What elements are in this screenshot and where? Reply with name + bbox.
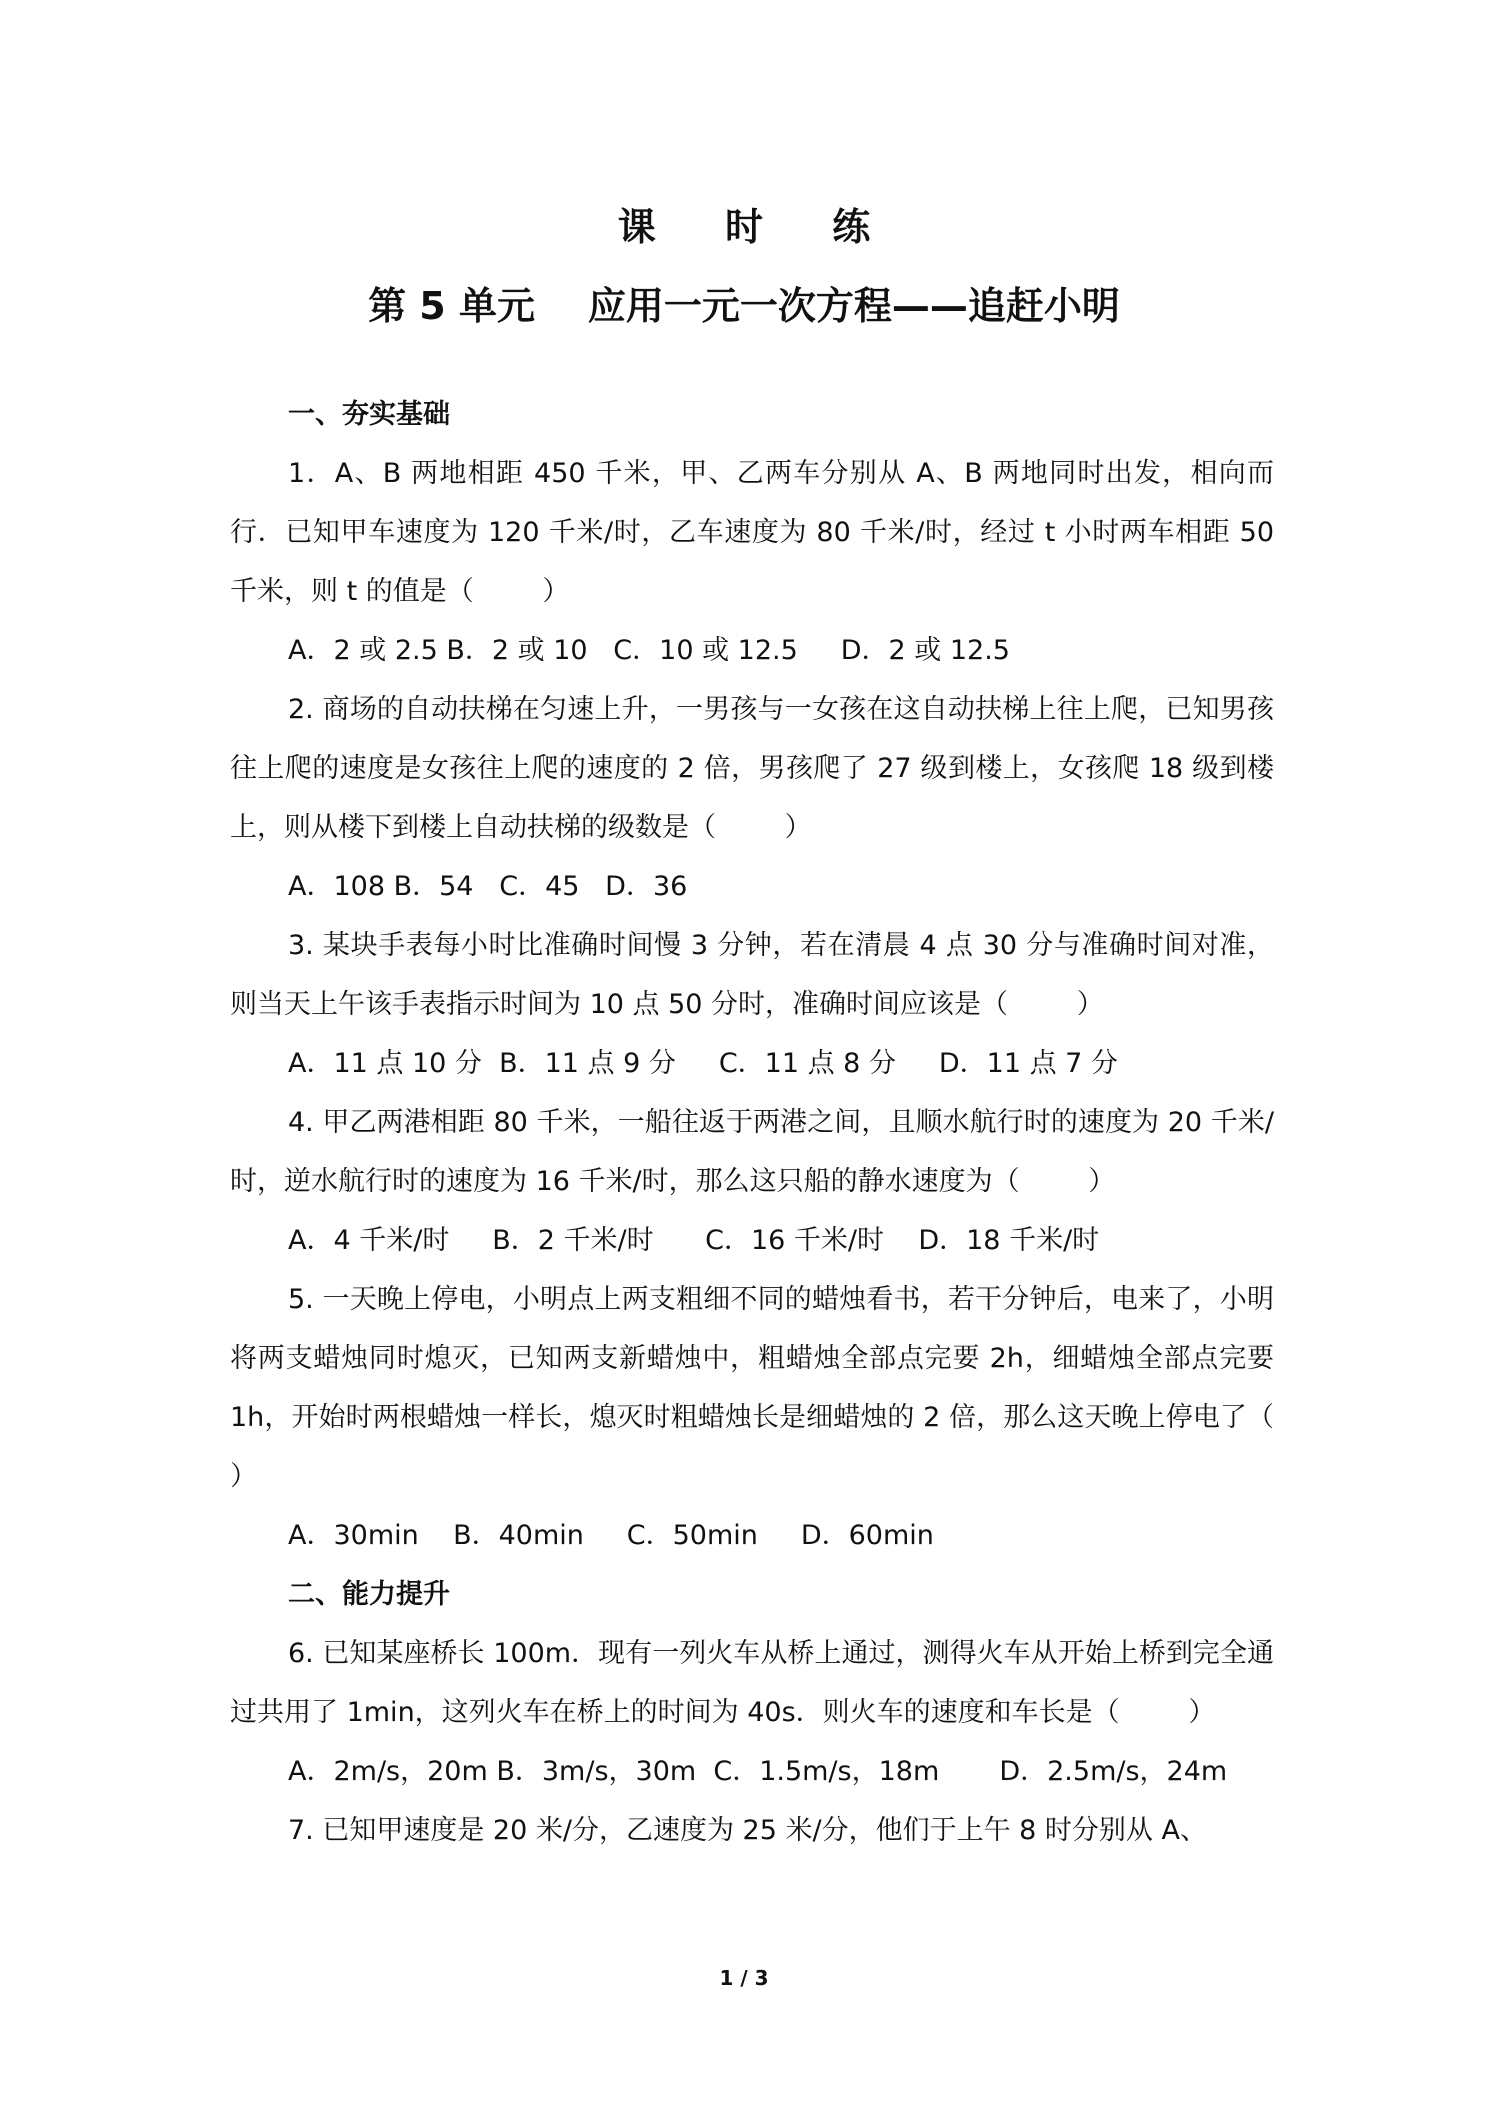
page-number: 1 / 3 <box>719 1966 769 1990</box>
question-1-options: A．2 或 2.5 B．2 或 10 C．10 或 12.5 D．2 或 12.5 <box>288 635 1010 666</box>
question-6-options: A．2m/s，20m B．3m/s，30m C．1.5m/s，18m D．2.5m/s，24m <box>288 1756 1228 1787</box>
section-heading-basics: 一、夯实基础 <box>288 399 450 430</box>
document-body <box>230 385 1343 1860</box>
question-7: 7. 已知甲速度是 20 米/分，乙速度为 25 米/分，他们于上午 8 时分别从 A、 <box>288 1815 1207 1846</box>
document-title: 课 时 练 <box>617 205 899 249</box>
question-2: 2. 商场的自动扶梯在匀速上升，一男孩与一女孩在这自动扶梯上往上爬，已知男孩往上爬的速度是女孩往上爬的速度的 2 倍，男孩爬了 27 级到楼上，女孩爬 18 级到楼上，则从楼下到楼上自动扶梯的级数是（ ） <box>230 694 1274 843</box>
question-2-options: A．108 B．54 C．45 D．36 <box>288 871 688 902</box>
question-3: 3. 某块手表每小时比准确时间慢 3 分钟，若在清晨 4 点 30 分与准确时间对准，则当天上午该手表指示时间为 10 点 50 分时，准确时间应该是（ ） <box>230 930 1274 1020</box>
question-3-options: A．11 点 10 分 B．11 点 9 分 C．11 点 8 分 D．11 点 7 分 <box>288 1048 1118 1079</box>
question-1: 1．A、B 两地相距 450 千米，甲、乙两车分别从 A、B 两地同时出发，相向而行．已知甲车速度为 120 千米/时，乙车速度为 80 千米/时，经过 t 小时两车相距 50 千米，则 t 的值是（ ） <box>230 458 1283 607</box>
question-5: 5. 一天晚上停电，小明点上两支粗细不同的蜡烛看书，若干分钟后，电来了，小明将两支蜡烛同时熄灭，已知两支新蜡烛中，粗蜡烛全部点完要 2h，细蜡烛全部点完要 1h，开始时两根蜡烛一样长，熄灭时粗蜡烛长是细蜡烛的 2 倍，那么这天晚上停电了（ ） <box>230 1284 1343 1492</box>
question-6: 6. 已知某座桥长 100m．现有一列火车从桥上通过，测得火车从开始上桥到完全通过共用了 1min，这列火车在桥上的时间为 40s．则火车的速度和车长是（ ） <box>230 1638 1274 1728</box>
question-4-options: A．4 千米/时 B．2 千米/时 C．16 千米/时 D．18 千米/时 <box>288 1225 1100 1256</box>
question-4: 4. 甲乙两港相距 80 千米，一船往返于两港之间，且顺水航行时的速度为 20 千米/时，逆水航行时的速度为 16 千米/时，那么这只船的静水速度为（ ） <box>230 1107 1274 1197</box>
question-5-options: A．30min B．40min C．50min D．60min <box>288 1520 934 1551</box>
unit-subtitle: 第 5 单元 应用一元一次方程——追赶小明 <box>368 284 1120 328</box>
section-heading-advanced: 二、能力提升 <box>288 1579 450 1610</box>
